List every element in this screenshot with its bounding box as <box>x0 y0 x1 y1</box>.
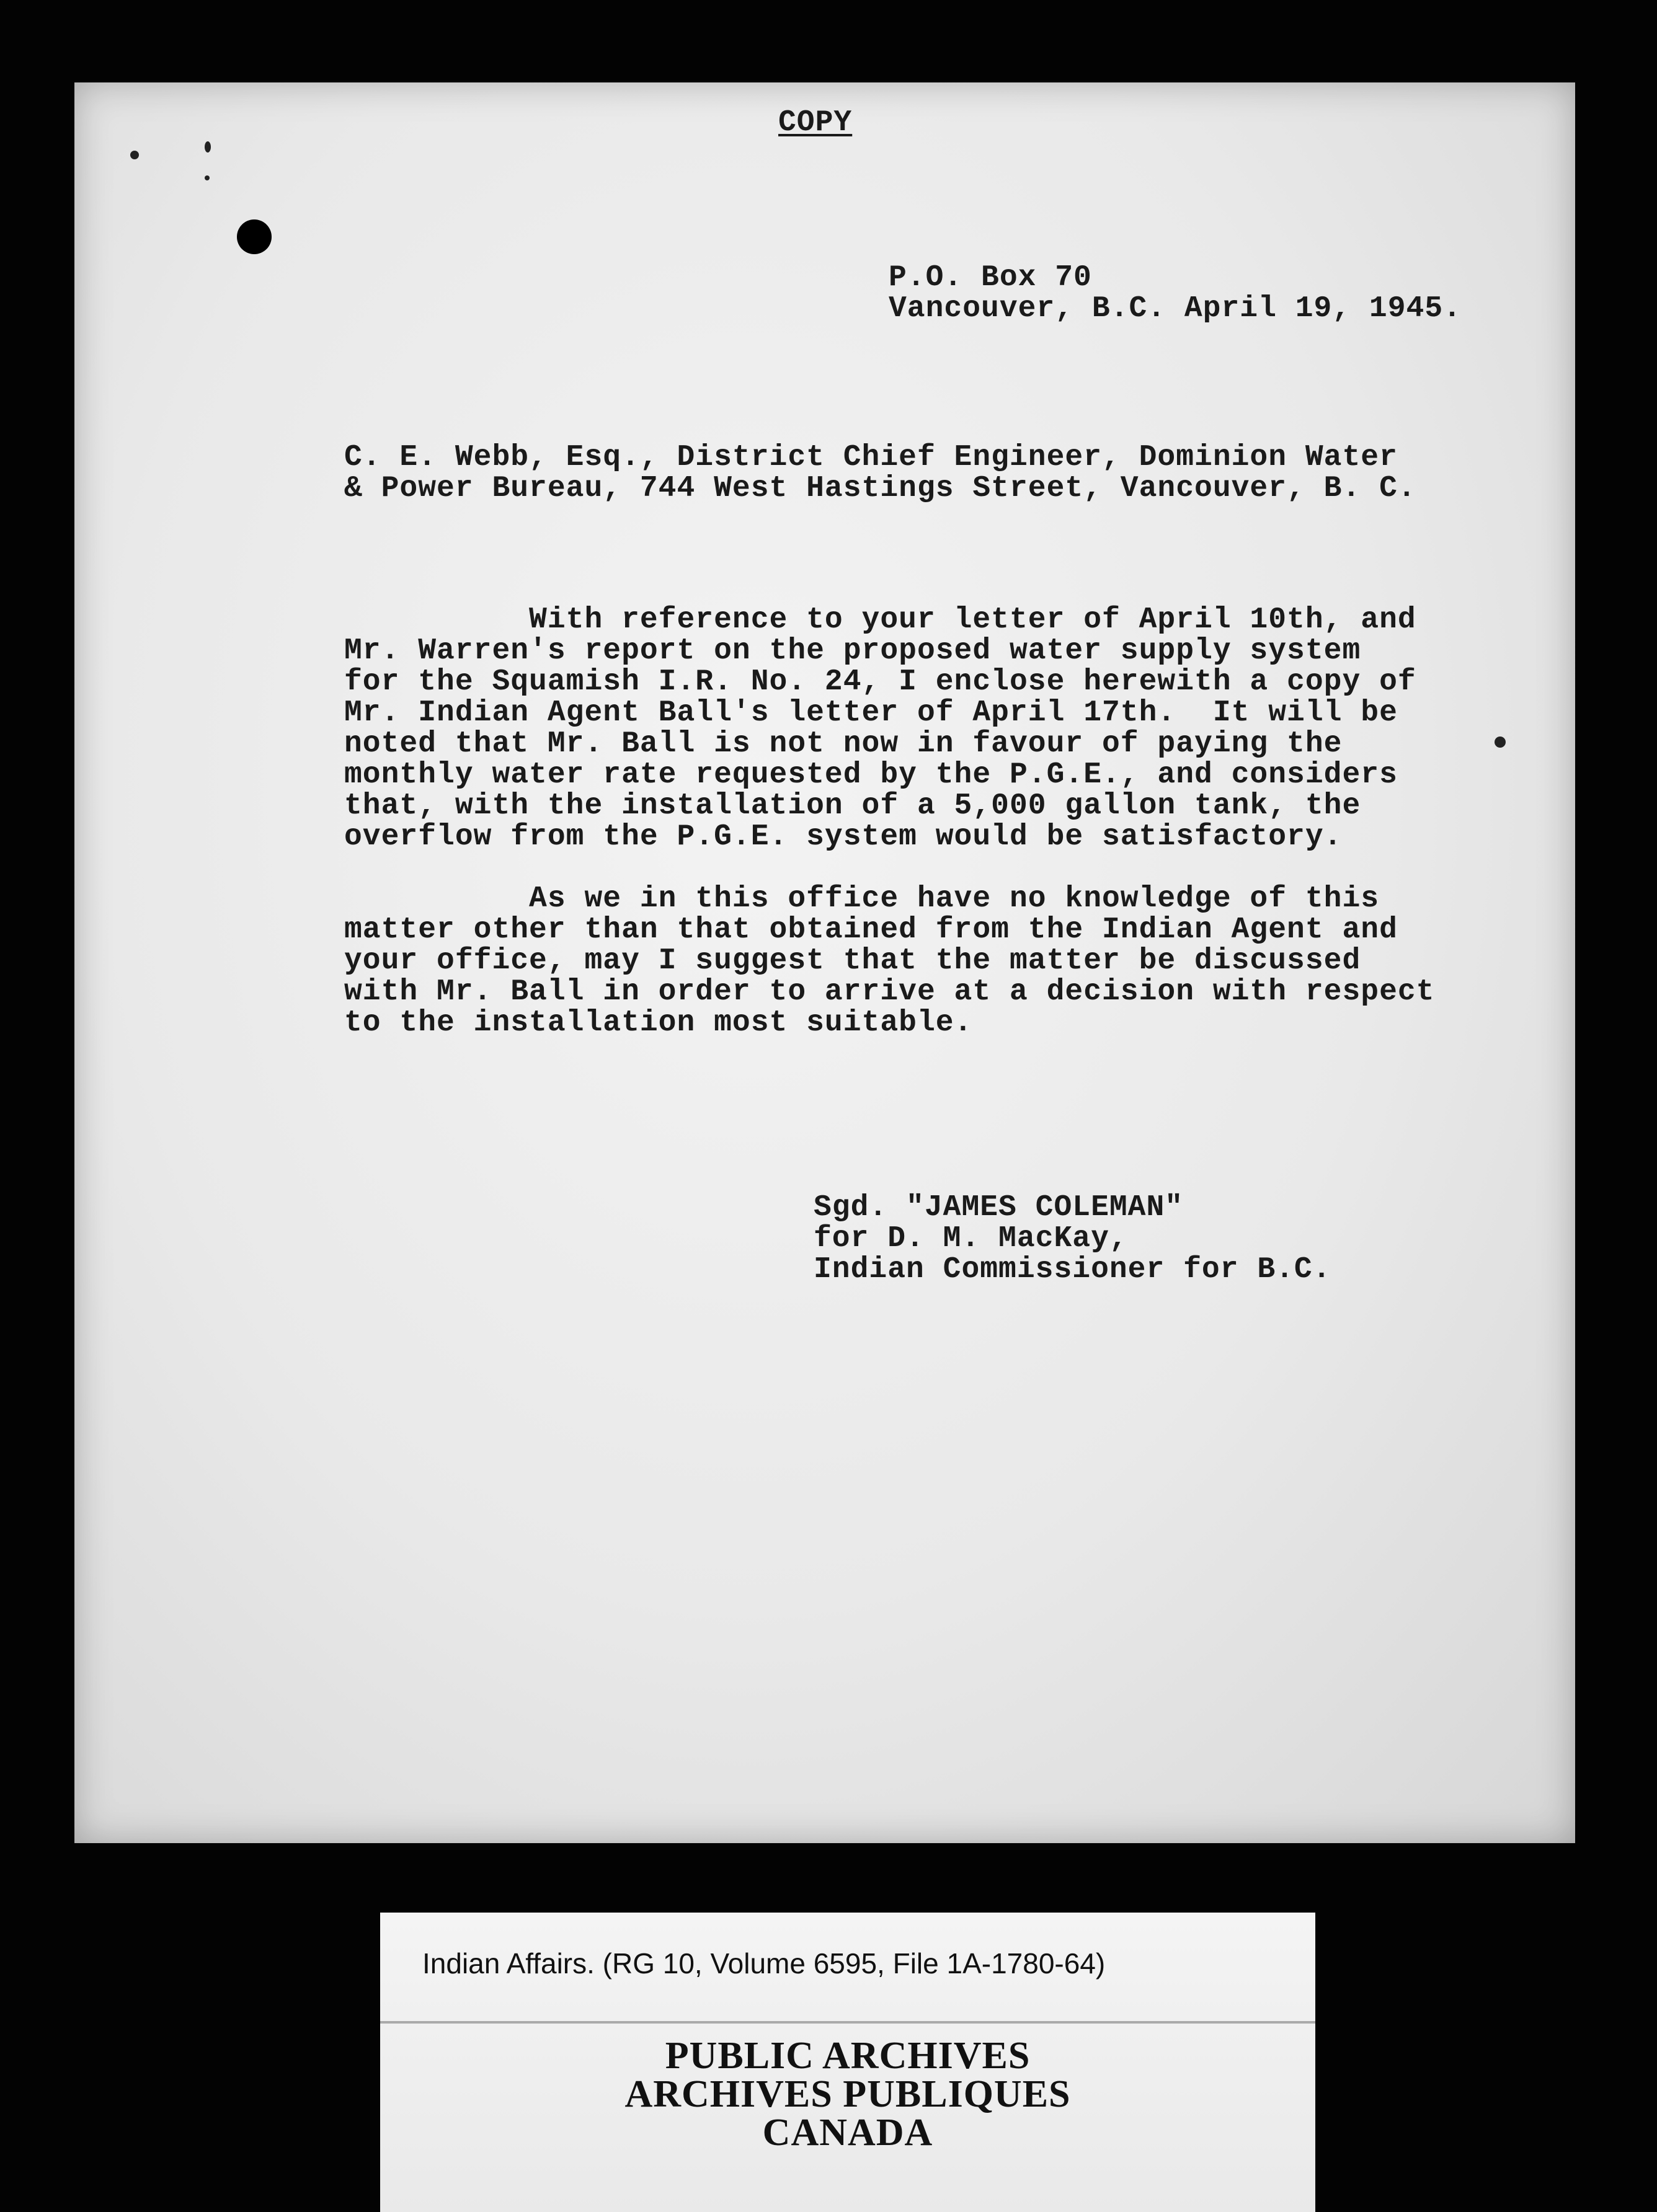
sender-address-line-1: P.O. Box 70 <box>889 261 1092 294</box>
sender-address-line-2: Vancouver, B.C. April 19, 1945. <box>889 292 1462 325</box>
archive-citation-strip <box>380 1913 1315 2024</box>
archive-name-en: PUBLIC ARCHIVES <box>665 2035 1031 2077</box>
archive-name-fr: ARCHIVES PUBLIQUES <box>624 2073 1071 2115</box>
punch-hole <box>237 219 272 254</box>
body-paragraph-2: As we in this office have no knowledge of this matter other than that obtained from the Indian Agent and your office, may I suggest that the matter be discussed with Mr. Ball in order to arrive at a decision with respect to the installation most suitable. <box>344 882 1435 1040</box>
speck <box>205 175 210 180</box>
speck <box>1495 737 1506 748</box>
archive-label-card <box>380 1913 1315 2212</box>
speck <box>205 141 211 153</box>
signature-line-2: for D. M. MacKay, <box>814 1222 1128 1255</box>
copy-heading: COPY <box>778 106 853 139</box>
archive-citation: Indian Affairs. (RG 10, Volume 6595, File 1A-1780-64) <box>422 1947 1106 1980</box>
speck <box>130 151 139 159</box>
recipient-line-2: & Power Bureau, 744 West Hastings Street, Vancouver, B. C. <box>344 472 1416 505</box>
archive-country: CANADA <box>762 2112 933 2154</box>
letter-page <box>74 82 1575 1843</box>
signature-line-1: Sgd. "JAMES COLEMAN" <box>814 1191 1184 1224</box>
body-paragraph-1: With reference to your letter of April 10th, and Mr. Warren's report on the proposed water supply system for the Squamish I.R. No. 24, I enclose herewith a copy of Mr. Indian Agent Ball's letter of April 17th. It will be noted that Mr. Ball is not now in favour of paying the monthly water rate requested by the P.G.E., and considers that, with the installation of a 5,000 gallon tank, the overflow from the P.G.E. system would be satisfactory. <box>344 603 1416 854</box>
signature-line-3: Indian Commissioner for B.C. <box>814 1253 1331 1286</box>
recipient-line-1: C. E. Webb, Esq., District Chief Engineer, Dominion Water <box>344 441 1398 474</box>
